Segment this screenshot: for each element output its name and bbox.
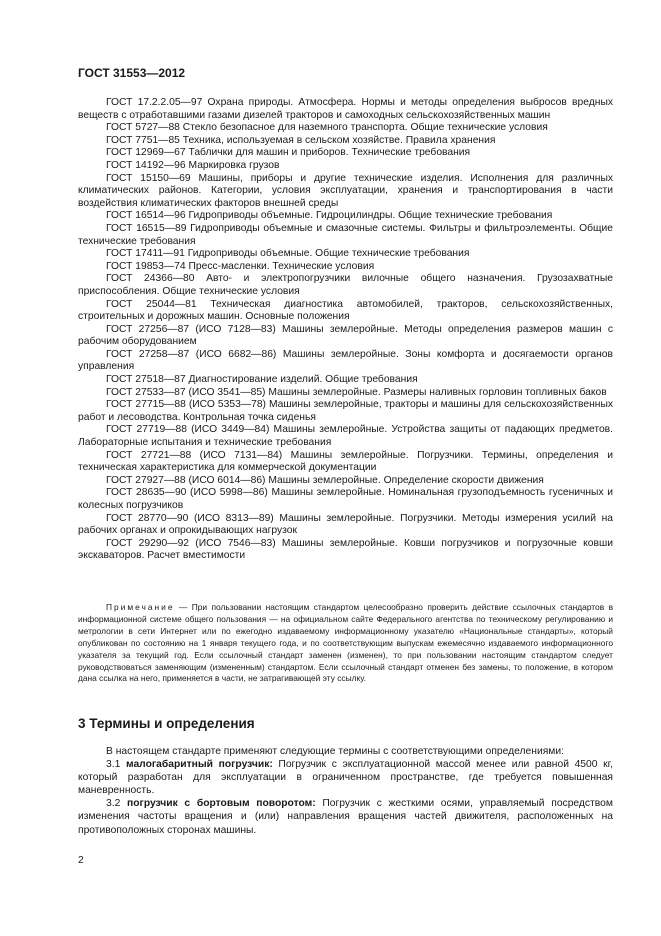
normative-references-list [78, 97, 613, 563]
term-name: малогабаритный погрузчик: [125, 759, 273, 771]
reference-item: ГОСТ 17.2.2.05—97 Охрана природы. Атмосфера. Нормы и методы определения выбросов вредных веществ с отработавшими газами дизелей тракторов и самоходных сельскохозяйственных машин [78, 97, 613, 121]
reference-item: ГОСТ 5727—88 Стекло безопасное для наземного транспорта. Общие технические условия [106, 122, 548, 134]
reference-item: ГОСТ 28770—90 (ИСО 8313—89) Машины землеройные. Погрузчики. Методы измерения усилий на рабочих органах и опрокидывающих нагрузок [78, 512, 613, 537]
reference-item: ГОСТ 27927—88 (ИСО 6014—86) Машины землеройные. Определение скорости движения [106, 474, 544, 486]
note-block [78, 602, 613, 685]
note-label: Примечание [106, 602, 175, 612]
reference-item: ГОСТ 27721—88 (ИСО 7131—84) Машины землеройные. Погрузчики. Термины, определения и техническая характеристика для коммерческой документации [78, 449, 613, 474]
reference-item: ГОСТ 28635—90 (ИСО 5998—86) Машины землеройные. Номинальная грузоподъемность гусеничных и колесных погрузчиков [78, 487, 613, 511]
reference-item: ГОСТ 27533—87 (ИСО 3541—85) Машины землеройные. Размеры наливных горловин топливных баков [106, 386, 607, 398]
reference-item: ГОСТ 19853—74 Пресс-масленки. Технические условия [106, 260, 375, 272]
reference-item: ГОСТ 27719—88 (ИСО 3449—84) Машины землеройные. Устройства защиты от падающих предметов. Лабораторные испытания и технические требования [78, 424, 613, 449]
reference-item: ГОСТ 15150—69 Машины, приборы и другие технические изделия. Исполнения для различных климатических районов. Категории, условия эксплуатации, хранения и транспортирования в части воздействия климатических факторов внешней среды [78, 172, 613, 209]
term-item [78, 797, 613, 836]
reference-item: ГОСТ 16515—89 Гидроприводы объемные и смазочные системы. Фильтры и фильтроэлементы. Общие технические требования [78, 222, 613, 247]
reference-item: ГОСТ 24366—80 Авто- и электропогрузчики вилочные общего назначения. Грузозахватные приспособления. Общие технические условия [78, 273, 613, 297]
reference-item: ГОСТ 17411—91 Гидроприводы объемные. Общие технические требования [106, 248, 470, 260]
reference-item: ГОСТ 25044—81 Техническая диагностика автомобилей, тракторов, сельскохозяйственных, строительных и дорожных машин. Основные положения [78, 298, 613, 323]
reference-item: ГОСТ 27256—87 (ИСО 7128—83) Машины землеройные. Методы определения размеров машин с рабочим оборудованием [78, 323, 613, 348]
reference-item: ГОСТ 14192—96 Маркировка грузов [106, 159, 280, 171]
term-number: 3.2 [106, 798, 121, 810]
terms-section [78, 745, 613, 837]
reference-item: ГОСТ 7751—85 Техника, используемая в сельском хозяйстве. Правила хранения [106, 134, 496, 146]
term-definition: Погрузчик с жесткими осями, управляемый посредством изменения частоты вращения и (или) направления вращения частей движителя, расположенных на противоположных сторонах машины. [78, 798, 613, 836]
note-text: — При пользовании настоящим стандартом целесообразно проверить действие ссылочных стандартов в информационной системе общего пользования — на официальном сайте Федерального агентства по техническому регулированию и метрологии в сети Интернет или по ежегодно издаваемому информационному указателю «Национальные стандарты», который опубликован по состоянию на 1 января текущего года, и по соответствующим выпускам ежемесячно издаваемого информационного указателя за текущий год. Если ссылочный стандарт заменен (изменен), то при пользовании настоящим стандартом следует руководствоваться заменяющим (измененным) стандартом. Если ссылочный стандарт отменен без замены, то положение, в котором дана ссылка на него, применяется в части, не затрагивающей эту ссылку. [78, 602, 614, 684]
reference-item: ГОСТ 27258—87 (ИСО 6682—86) Машины землеройные. Зоны комфорта и досягаемости органов управления [78, 348, 613, 373]
term-definition: Погрузчик с эксплуатационной массой менее или равной 4500 кг, который разработан для эксплуатации в ограниченном пространстве, где требуется повышенная маневренность. [78, 759, 613, 797]
reference-item: ГОСТ 12969—67 Таблички для машин и приборов. Технические требования [106, 147, 471, 159]
term-name: погрузчик с бортовым поворотом: [127, 798, 316, 810]
reference-item: ГОСТ 27715—88 (ИСО 5353—78) Машины землеройные, тракторы и машины для сельскохозяйственных работ и лесоводства. Контрольная точка сиденья [78, 399, 613, 423]
reference-item: ГОСТ 29290—92 (ИСО 7546—83) Машины землеройные. Ковши погрузчиков и погрузочные ковши экскаваторов. Расчет вместимости [78, 537, 613, 562]
standard-header: ГОСТ 31553—2012 [78, 66, 186, 80]
page-number: 2 [78, 855, 84, 866]
section-title: 3 Термины и определения [78, 716, 255, 731]
term-item [78, 758, 613, 797]
note-paragraph [78, 602, 613, 685]
section-intro: В настоящем стандарте применяют следующие термины с соответствующими определениями: [106, 746, 564, 757]
reference-item: ГОСТ 16514—96 Гидроприводы объемные. Гидроцилиндры. Общие технические требования [106, 210, 553, 222]
term-number: 3.1 [106, 759, 121, 771]
reference-item: ГОСТ 27518—87 Диагностирование изделий. Общие требования [106, 374, 418, 386]
